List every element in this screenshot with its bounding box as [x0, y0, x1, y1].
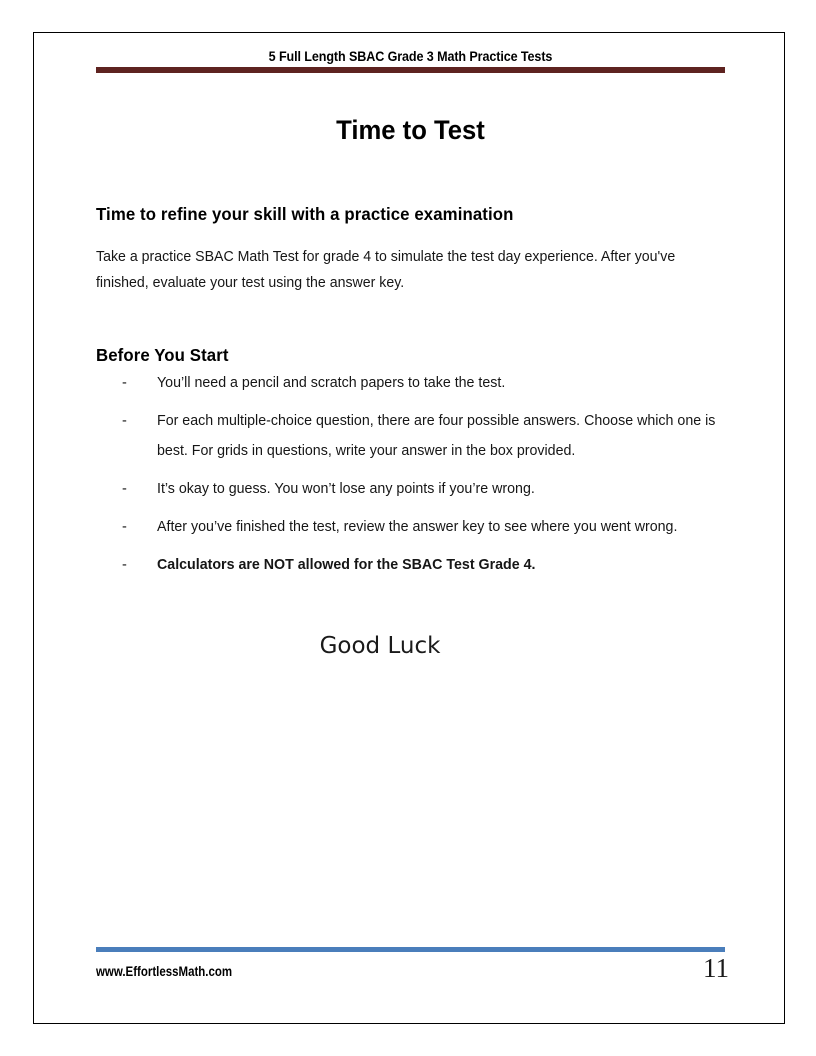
list-item	[96, 407, 736, 466]
list-item-text: After you’ve finished the test, review the answer key to see where you went wrong.	[157, 518, 678, 535]
page-frame	[33, 32, 785, 1024]
list-item	[96, 513, 736, 543]
before-you-start-list	[96, 369, 736, 589]
intro-paragraph: Take a practice SBAC Math Test for grade 4 to simulate the test day experience. After you've finished, evaluate your test using the answer key.	[96, 248, 676, 291]
header-rule	[96, 67, 725, 73]
list-item	[96, 475, 736, 505]
list-bullet-marker: -	[122, 518, 127, 535]
page-title: Time to Test	[336, 115, 485, 146]
list-bullet-marker: -	[122, 556, 127, 573]
footer-page-number: 11	[703, 953, 729, 983]
running-head: 5 Full Length SBAC Grade 3 Math Practice Tests	[268, 49, 553, 64]
good-luck-text: Good Luck	[319, 633, 441, 659]
list-bullet-marker: -	[122, 480, 127, 497]
list-item-text: You’ll need a pencil and scratch papers to take the test.	[157, 375, 506, 391]
intro-heading: Time to refine your skill with a practice examination	[96, 203, 514, 224]
list-item-text: Calculators are NOT allowed for the SBAC Test Grade 4.	[157, 556, 536, 573]
before-you-start-heading: Before You Start	[96, 344, 229, 365]
list-item	[96, 551, 736, 581]
footer-rule	[96, 947, 725, 952]
list-bullet-marker: -	[122, 413, 127, 429]
list-bullet-marker: -	[122, 375, 127, 391]
list-item	[96, 369, 736, 399]
footer-website-url: www.EffortlessMath.com	[96, 963, 233, 979]
list-item-text: It’s okay to guess. You won’t lose any points if you’re wrong.	[157, 480, 535, 497]
list-item-text: For each multiple-choice question, there are four possible answers. Choose which one is best. For grids in questions, write your answer in the box provided.	[157, 413, 716, 459]
page-content	[34, 33, 784, 1023]
